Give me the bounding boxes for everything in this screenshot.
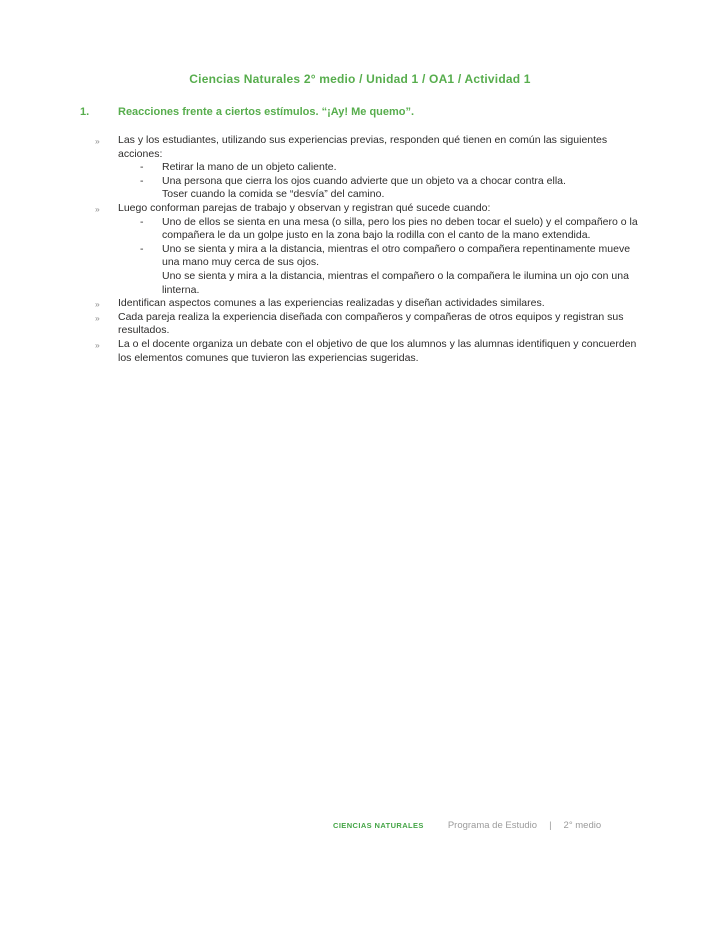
sub-list-item-text: Uno se sienta y mira a la distancia, mientras el compañero o la compañera le ilumina un ojo con una linterna. xyxy=(162,269,629,296)
dash-marker: - xyxy=(140,174,144,187)
page-footer xyxy=(333,820,601,831)
footer-document-label: Programa de Estudio xyxy=(447,820,538,831)
activity-title-row xyxy=(80,106,638,118)
bullet-marker: » xyxy=(95,299,100,310)
bullet-marker: » xyxy=(95,136,100,146)
sub-list-item-text: Uno de ellos se sienta en una mesa (o silla, pero los pies no deben tocar el suelo) y el compañero o la compañera le da un golpe justo en la zona bajo la rodilla con el canto de la mano extendida. xyxy=(162,215,638,242)
sub-list-item xyxy=(80,188,638,202)
sub-list-item xyxy=(80,216,638,243)
footer-grade-label: 2° medio xyxy=(563,820,602,831)
list-item-text: Luego conforman parejas de trabajo y observan y registran qué sucede cuando: xyxy=(118,201,491,214)
list-item xyxy=(80,202,638,216)
list-item xyxy=(80,134,638,161)
dash-marker: - xyxy=(140,242,144,255)
list-item-text: Las y los estudiantes, utilizando sus experiencias previas, responden qué tienen en común las siguientes acciones: xyxy=(118,134,608,160)
bullet-marker: » xyxy=(95,203,100,214)
list-item-text: Cada pareja realiza la experiencia diseñada con compañeros y compañeras de otros equipos y registran sus resultados. xyxy=(118,310,624,337)
activity-title: Reacciones frente a ciertos estímulos. “¡Ay! Me quemo”. xyxy=(118,106,415,118)
bullet-marker: » xyxy=(95,339,100,350)
bullet-marker: » xyxy=(95,312,100,323)
sub-list-item-text: Retirar la mano de un objeto caliente. xyxy=(162,161,337,174)
list-item xyxy=(80,338,638,365)
sub-list-item xyxy=(80,243,638,270)
sub-list-item-text: Uno se sienta y mira a la distancia, mientras el otro compañero o compañera repentinamente mueve una mano muy cerca de sus ojos. xyxy=(162,242,631,269)
list-item-text: Identifican aspectos comunes a las experiencias realizadas y diseñan actividades similares. xyxy=(118,297,545,310)
sub-list-item xyxy=(80,175,638,189)
sub-list-item-text: Toser cuando la comida se “desvía” del camino. xyxy=(162,188,385,201)
list-item xyxy=(80,297,638,311)
list-item xyxy=(80,311,638,338)
activity-body xyxy=(80,134,638,365)
footer-subject-label: CIENCIAS NATURALES xyxy=(333,821,424,830)
sub-list-item xyxy=(80,270,638,297)
list-item-text: La o el docente organiza un debate con el objetivo de que los alumnos y las alumnas identifiquen y concuerden los elementos comunes que tuvieron las experiencias sugeridas. xyxy=(118,337,637,364)
footer-divider: | xyxy=(549,820,552,831)
sub-list-item-text: Una persona que cierra los ojos cuando advierte que un objeto va a chocar contra ella. xyxy=(162,174,566,187)
activity-number: 1. xyxy=(80,106,90,118)
dash-marker: - xyxy=(140,161,144,174)
dash-marker: - xyxy=(140,215,144,228)
sub-list-item xyxy=(80,161,638,175)
breadcrumb: Ciencias Naturales 2° medio / Unidad 1 / OA1 / Actividad 1 xyxy=(189,72,531,86)
